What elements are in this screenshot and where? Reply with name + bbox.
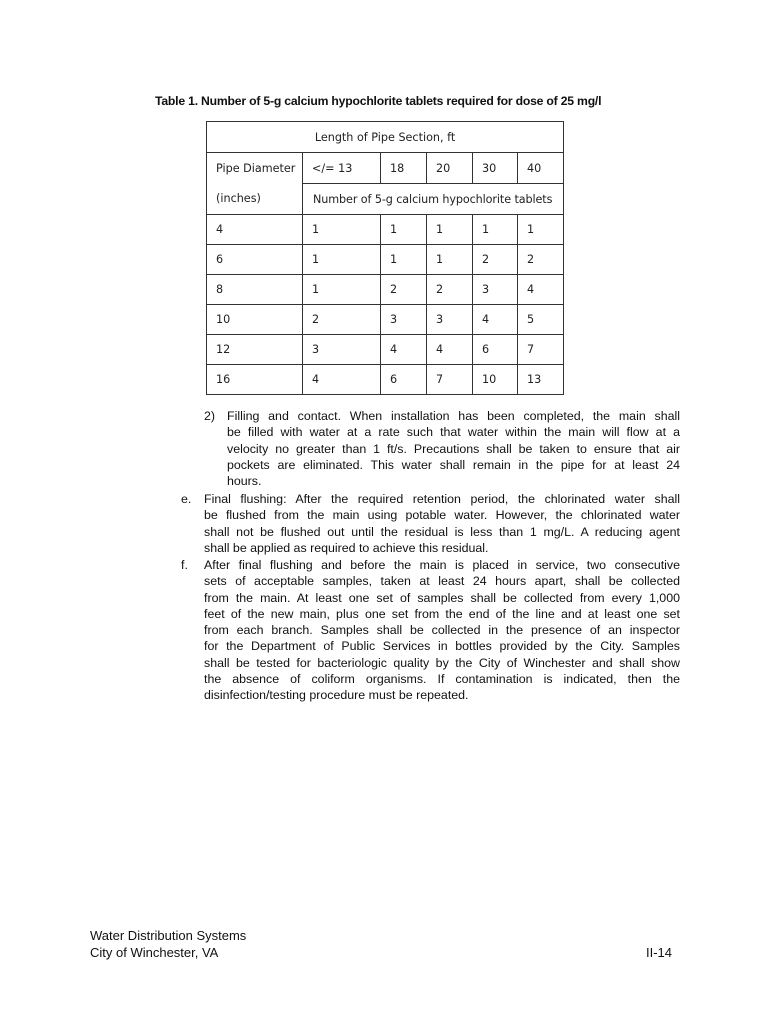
table-cell: 3 <box>427 305 473 335</box>
table-cell: 1 <box>427 215 473 245</box>
table-cell: 4 <box>381 335 427 365</box>
length-col-header: 18 <box>381 153 427 184</box>
diameter-cell: 10 <box>207 305 303 335</box>
text-line: Filling and contact. When installation has been completed, the main shall <box>227 409 680 423</box>
length-col-header: </= 13 <box>303 153 381 184</box>
list-marker: 2) <box>204 409 216 423</box>
text-line: hours. <box>227 474 262 489</box>
table-cell: 10 <box>473 365 518 395</box>
footer-title: Water Distribution Systems <box>90 928 247 943</box>
table-cell: 2 <box>427 275 473 305</box>
footer-left <box>90 927 246 961</box>
text-line: shall be applied as required to achieve this residual. <box>204 540 489 555</box>
list-marker: e. <box>181 492 192 506</box>
table-cell: 2 <box>303 305 381 335</box>
diameter-cell: 6 <box>207 245 303 275</box>
text-line: be filled with water at a rate such that water within the main will flow at a <box>227 425 680 440</box>
text-line: pockets are eliminated. This water shall remain in the pipe for at least 24 <box>227 457 680 472</box>
text-line: be flushed from the main using potable water. However, the chlorinated water <box>204 508 680 523</box>
table-cell: 7 <box>427 365 473 395</box>
text-line: from the main. At least one set of samples shall be collected from every 1,000 <box>204 590 680 605</box>
table-cell: 1 <box>427 245 473 275</box>
length-col-header: 40 <box>518 153 564 184</box>
table-cell: 13 <box>518 365 564 395</box>
tablet-dosage-table <box>206 121 564 395</box>
table-cell: 7 <box>518 335 564 365</box>
table-cell: 4 <box>427 335 473 365</box>
diameter-cell: 12 <box>207 335 303 365</box>
table-row <box>207 245 564 275</box>
length-header: Length of Pipe Section, ft <box>207 122 564 153</box>
text-line: shall be tested for bacteriologic quality by the City of Winchester and shall show <box>204 655 680 670</box>
paragraph <box>204 557 680 704</box>
table-cell: 4 <box>303 365 381 395</box>
text-line: the absence of coliform organisms. If contamination is indicated, then the <box>204 672 680 687</box>
table-cell: 1 <box>381 215 427 245</box>
text-line: for the Department of Public Services in bottles provided by the City. Samples <box>204 639 680 654</box>
list-marker: f. <box>181 558 188 572</box>
table-cell: 2 <box>518 245 564 275</box>
table-cell: 1 <box>518 215 564 245</box>
text-line: velocity no greater than 1 ft/s. Precautions shall be taken to ensure that air <box>227 441 680 456</box>
table-cell: 3 <box>473 275 518 305</box>
text-line: feet of the new main, plus one set from the end of the line and at least one set <box>204 606 680 621</box>
paragraph <box>204 491 680 556</box>
text-line: sets of acceptable samples, taken at least 24 hours apart, shall be collected <box>204 574 680 589</box>
table-cell: 6 <box>473 335 518 365</box>
table-row <box>207 335 564 365</box>
table-cell: 5 <box>518 305 564 335</box>
table-cell: 2 <box>381 275 427 305</box>
table-cell: 1 <box>473 215 518 245</box>
length-col-header: 20 <box>427 153 473 184</box>
table-row <box>207 365 564 395</box>
text-line: Final flushing: After the required retention period, the chlorinated water shall <box>204 492 680 506</box>
text-line: shall not be flushed out until the residual is less than 1 mg/L. A reducing agent <box>204 524 680 539</box>
table-cell: 6 <box>381 365 427 395</box>
table-cell: 1 <box>303 275 381 305</box>
footer-location: City of Winchester, VA <box>90 945 219 960</box>
table-cell: 1 <box>303 245 381 275</box>
length-col-header: 30 <box>473 153 518 184</box>
table-cell: 4 <box>473 305 518 335</box>
page-number: II-14 <box>646 945 673 960</box>
table-cell: 1 <box>303 215 381 245</box>
inches-label: (inches) <box>207 184 303 215</box>
text-line: from each branch. Samples shall be collected in the presence of an inspector <box>204 623 680 638</box>
table-cell: 3 <box>303 335 381 365</box>
table-cell: 2 <box>473 245 518 275</box>
paragraph <box>227 408 680 489</box>
diameter-cell: 4 <box>207 215 303 245</box>
tablets-label: Number of 5-g calcium hypochlorite tablets <box>303 184 564 215</box>
table-caption: Table 1. Number of 5-g calcium hypochlorite tablets required for dose of 25 mg/l <box>155 94 602 108</box>
table-row <box>207 275 564 305</box>
table-cell: 4 <box>518 275 564 305</box>
table-row <box>207 215 564 245</box>
table-row <box>207 305 564 335</box>
diameter-cell: 16 <box>207 365 303 395</box>
diameter-cell: 8 <box>207 275 303 305</box>
pipe-diameter-label: Pipe Diameter <box>207 153 303 184</box>
table-cell: 1 <box>381 245 427 275</box>
text-line: After final flushing and before the main is placed in service, two consecutive <box>204 558 680 572</box>
text-line: disinfection/testing procedure must be repeated. <box>204 688 469 703</box>
table-cell: 3 <box>381 305 427 335</box>
